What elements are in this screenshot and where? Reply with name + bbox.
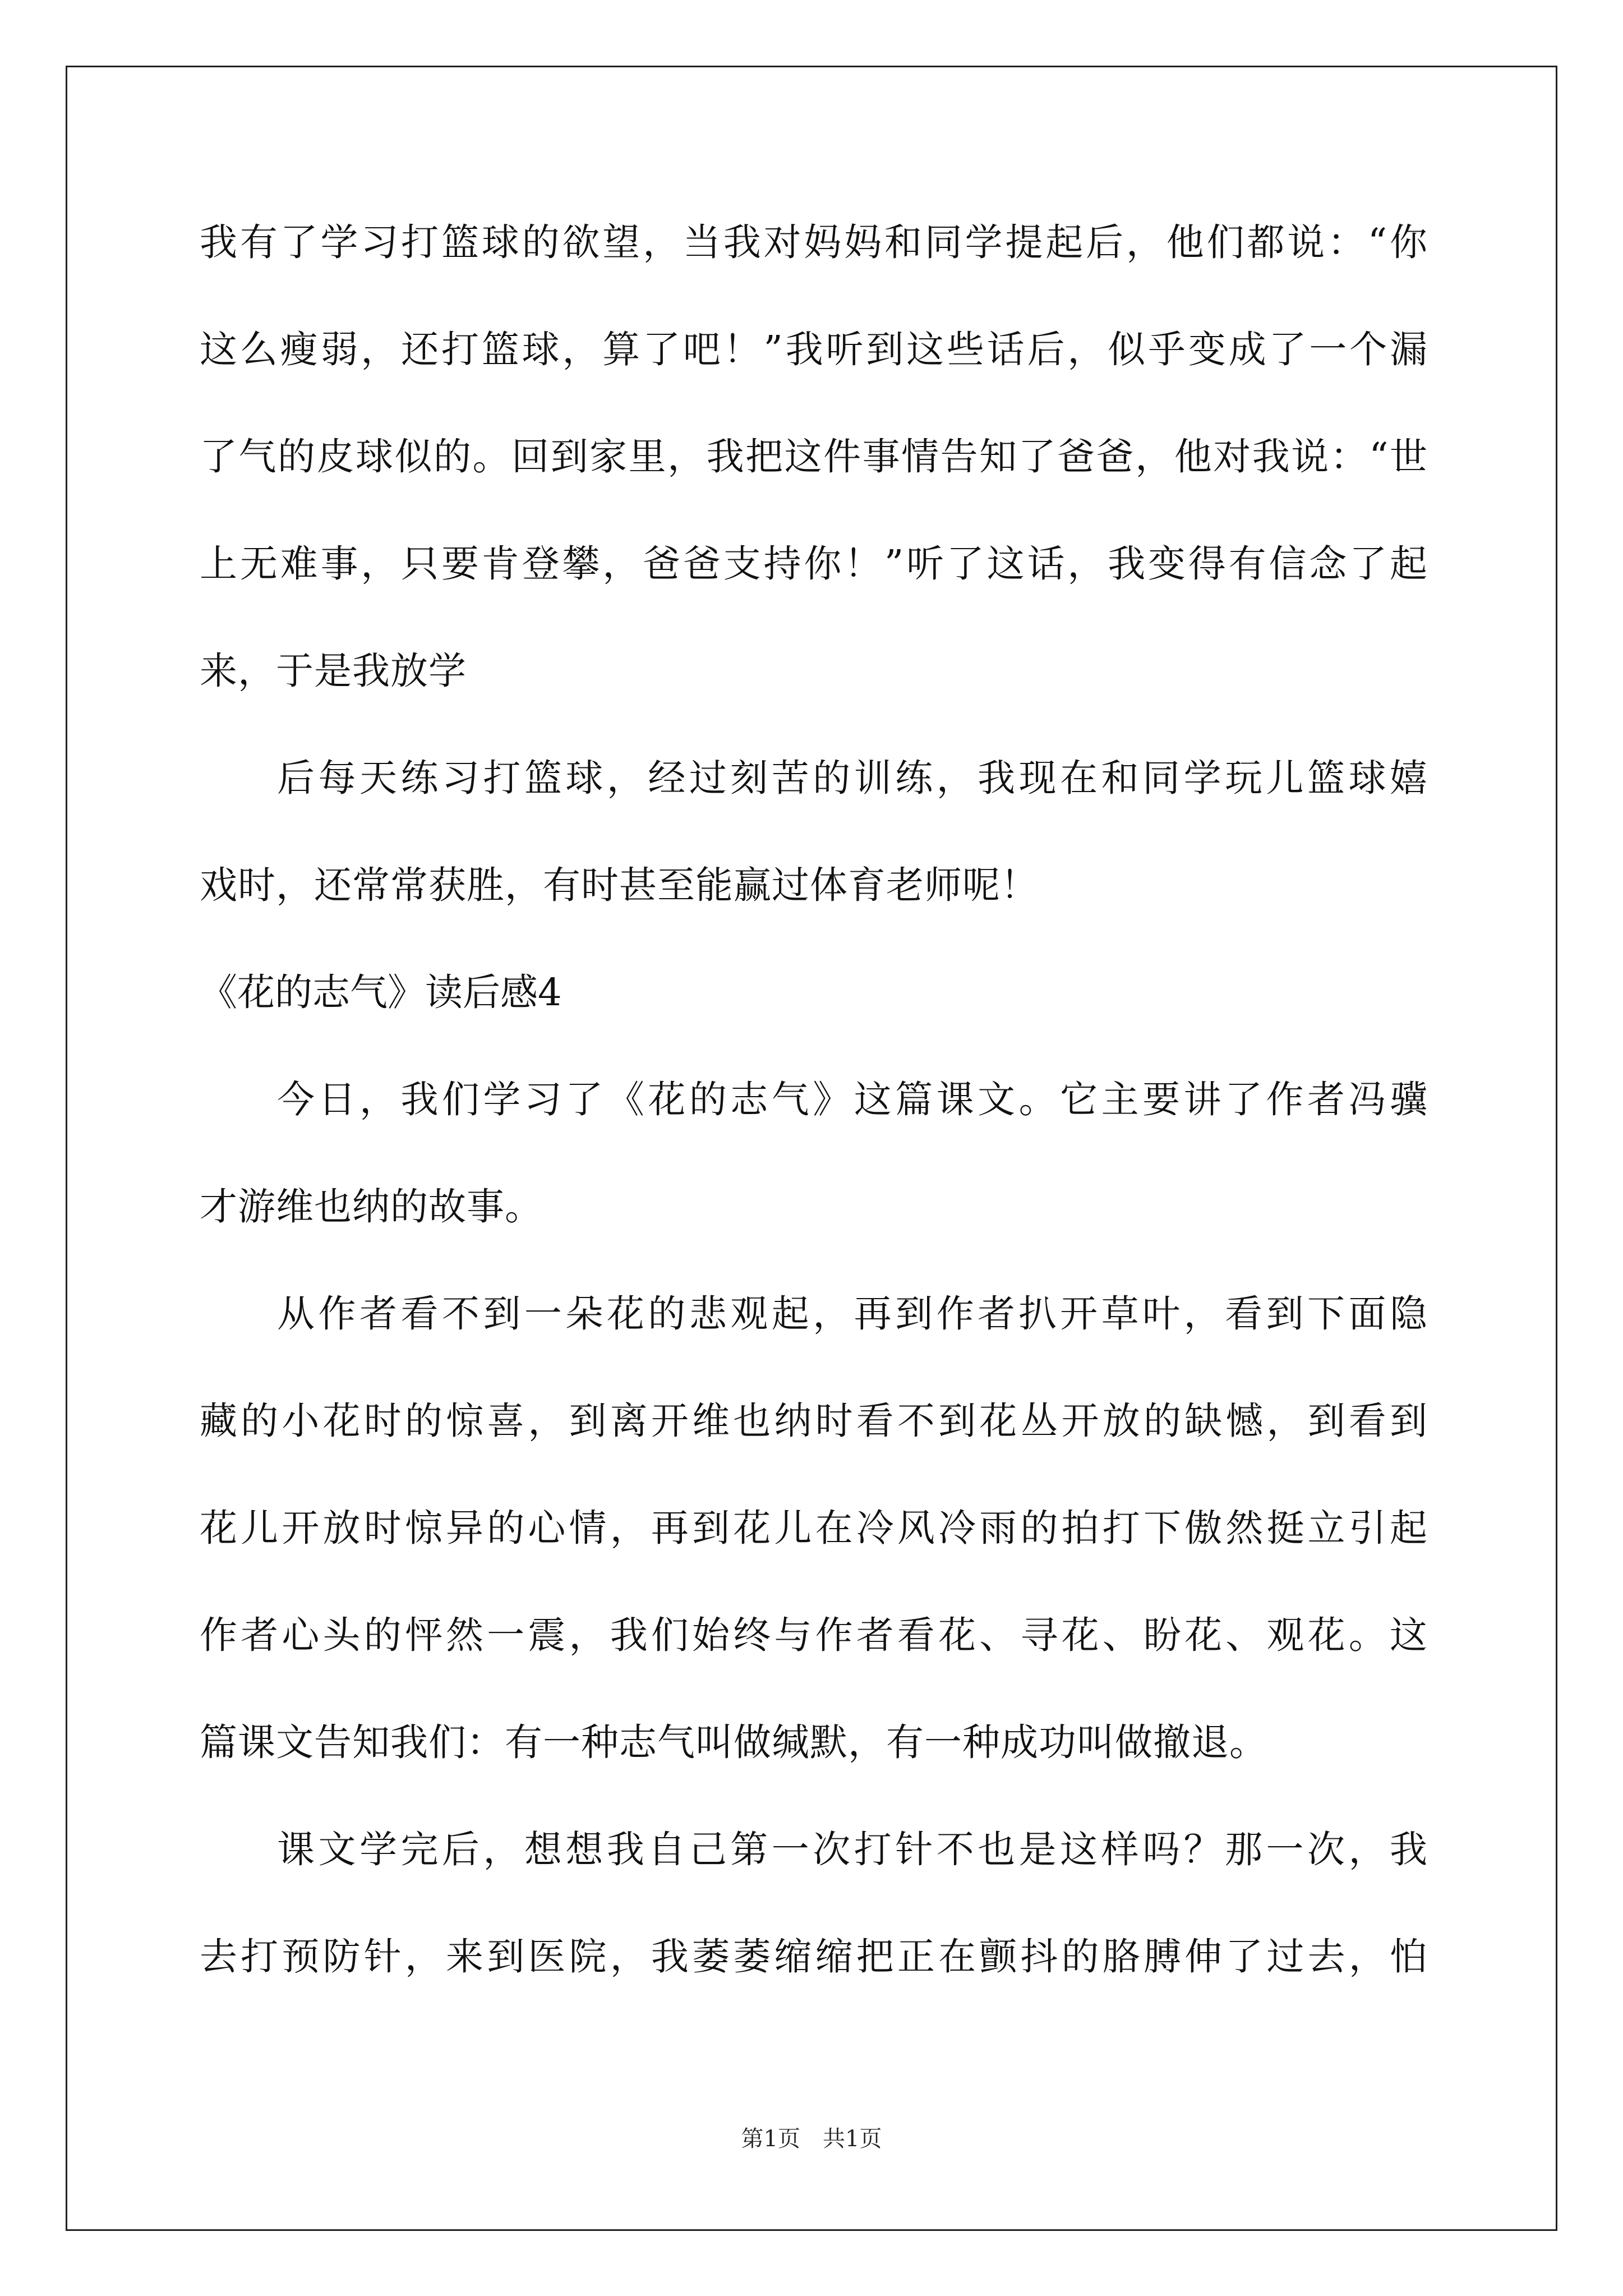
paragraph-line: 来，于是我放学 xyxy=(200,649,467,693)
paragraph-line: 戏时，还常常获胜，有时甚至能赢过体育老师呢！ xyxy=(200,863,1039,907)
paragraph-line: 从作者看不到一朵花的悲观起，再到作者扒开草叶，看到下面隐 xyxy=(277,1292,1428,1336)
paragraph-line: 篇课文告知我们：有一种志气叫做缄默，有一种成功叫做撤退。 xyxy=(200,1720,1267,1764)
paragraph-line: 后每天练习打篮球，经过刻苦的训练，我现在和同学玩儿篮球嬉 xyxy=(277,756,1428,800)
paragraph-line: 我有了学习打篮球的欲望，当我对妈妈和同学提起后，他们都说：“你 xyxy=(200,220,1428,264)
page-footer: 第1页 共1页 xyxy=(741,2126,882,2152)
paragraph-line: 课文学完后，想想我自己第一次打针不也是这样吗？那一次，我 xyxy=(277,1828,1428,1871)
paragraph-line: 藏的小花时的惊喜，到离开维也纳时看不到花丛开放的缺憾，到看到 xyxy=(200,1399,1428,1443)
paragraph-line: 了气的皮球似的。回到家里，我把这件事情告知了爸爸，他对我说：“世 xyxy=(200,435,1428,478)
paragraph-line: 今日，我们学习了《花的志气》这篇课文。它主要讲了作者冯骥 xyxy=(277,1078,1428,1121)
paragraph-line: 作者心头的怦然一震，我们始终与作者看花、寻花、盼花、观花。这 xyxy=(200,1613,1428,1657)
document-body xyxy=(200,216,1428,2037)
paragraph-line: 去打预防针，来到医院，我萎萎缩缩把正在颤抖的胳膊伸了过去，怕 xyxy=(200,1935,1428,1978)
paragraph-line: 上无难事，只要肯登攀，爸爸支持你！”听了这话，我变得有信念了起 xyxy=(200,542,1428,586)
paragraph-line: 这么瘦弱，还打篮球，算了吧！”我听到这些话后，似乎变成了一个漏 xyxy=(200,328,1428,371)
paragraph-line: 花儿开放时惊异的心情，再到花儿在冷风冷雨的拍打下傲然挺立引起 xyxy=(200,1506,1428,1550)
section-title: 《花的志气》读后感4 xyxy=(200,970,562,1014)
paragraph-line: 才游维也纳的故事。 xyxy=(200,1185,543,1228)
